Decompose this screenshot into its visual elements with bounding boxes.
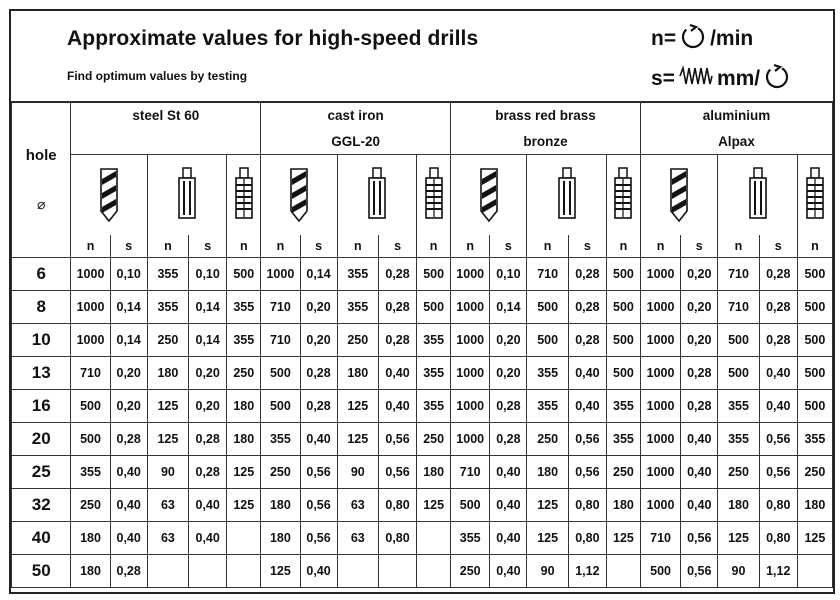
n-value-cell: 355 (71, 456, 110, 489)
s-value-cell: 0,28 (568, 258, 606, 291)
countersink-icon (147, 155, 227, 236)
n-value-cell: 1000 (261, 258, 300, 291)
n-value-cell: 355 (417, 390, 451, 423)
s-column-label: s (189, 235, 227, 258)
material-row-1 (12, 102, 833, 129)
table-row (12, 291, 833, 324)
material-brass: brass red brass (451, 102, 641, 129)
n-value-cell: 63 (337, 522, 378, 555)
n-column-label: n (71, 235, 110, 258)
s-value-cell: 0,40 (759, 357, 797, 390)
n-value-cell: 125 (147, 423, 188, 456)
n-value-cell: 1000 (640, 258, 680, 291)
hole-diameter: 13 (12, 357, 71, 390)
s-value-cell: 0,28 (378, 291, 416, 324)
hole-diameter: 20 (12, 423, 71, 456)
s-value-cell: 0,28 (568, 324, 606, 357)
n-value-cell: 250 (718, 456, 759, 489)
n-value-cell: 1000 (640, 324, 680, 357)
n-value-cell: 180 (718, 489, 759, 522)
rotation-icon (680, 23, 706, 55)
n-value-cell: 500 (71, 390, 110, 423)
s-value-cell: 0,14 (490, 291, 527, 324)
s-column-label: s (300, 235, 337, 258)
n-value-cell: 180 (797, 489, 832, 522)
s-value-cell: 0,80 (378, 522, 416, 555)
tap-icon (797, 155, 832, 236)
countersink-icon (718, 155, 798, 236)
s-value-cell: 0,40 (568, 357, 606, 390)
s-value-cell: 0,40 (759, 390, 797, 423)
n-value-cell: 500 (417, 291, 451, 324)
s-value-cell: 0,56 (681, 522, 718, 555)
s-value-cell: 0,56 (681, 555, 718, 588)
s-value-cell: 0,28 (681, 390, 718, 423)
s-value-cell: 0,40 (378, 390, 416, 423)
n-s-label-row (12, 235, 833, 258)
twist-drill-icon (451, 155, 527, 236)
table-row (12, 357, 833, 390)
rotation-icon (764, 63, 790, 95)
n-value-cell: 125 (337, 423, 378, 456)
n-column-label: n (527, 235, 568, 258)
s-value-cell: 0,28 (378, 324, 416, 357)
n-value-cell: 500 (261, 390, 300, 423)
n-value-cell: 355 (451, 522, 490, 555)
n-value-cell: 125 (261, 555, 300, 588)
s-value-cell: 0,20 (300, 291, 337, 324)
page-title: Approximate values for high-speed drills (67, 27, 479, 50)
n-value-cell: 250 (527, 423, 568, 456)
n-value-cell: 710 (718, 291, 759, 324)
hole-diameter: 16 (12, 390, 71, 423)
hole-diameter: 40 (12, 522, 71, 555)
n-value-cell: 1000 (640, 423, 680, 456)
s-value-cell: 0,28 (189, 423, 227, 456)
s-value-cell: 0,40 (681, 423, 718, 456)
n-value-cell: 1000 (640, 357, 680, 390)
n-value-cell: 710 (261, 291, 300, 324)
n-value-cell (606, 555, 640, 588)
s-value-cell: 0,40 (490, 456, 527, 489)
n-value-cell: 500 (797, 324, 832, 357)
s-value-cell: 0,14 (300, 258, 337, 291)
s-value-cell: 0,20 (681, 258, 718, 291)
n-value-cell: 710 (718, 258, 759, 291)
n-value-cell: 180 (147, 357, 188, 390)
s-value-cell: 0,40 (681, 489, 718, 522)
s-value-cell: 0,56 (378, 423, 416, 456)
s-value-cell: 1,12 (568, 555, 606, 588)
n-value-cell: 180 (417, 456, 451, 489)
n-value-cell: 710 (451, 456, 490, 489)
s-value-cell: 1,12 (759, 555, 797, 588)
n-column-label: n (227, 235, 261, 258)
hole-diameter: 6 (12, 258, 71, 291)
s-value-cell: 0,80 (759, 522, 797, 555)
hole-diameter: 32 (12, 489, 71, 522)
drill-values-table (11, 101, 833, 588)
n-value-cell: 125 (337, 390, 378, 423)
s-value-cell: 0,80 (759, 489, 797, 522)
n-value-cell: 500 (797, 258, 832, 291)
n-value-cell: 1000 (640, 489, 680, 522)
n-value-cell: 500 (640, 555, 680, 588)
n-value-cell: 500 (527, 291, 568, 324)
s-value-cell: 0,40 (189, 489, 227, 522)
n-value-cell: 1000 (71, 258, 110, 291)
subtitle: Find optimum values by testing (67, 69, 248, 83)
n-value-cell: 500 (797, 357, 832, 390)
n-value-cell: 90 (527, 555, 568, 588)
formula-n-lhs: n= (651, 27, 677, 50)
n-value-cell: 1000 (640, 291, 680, 324)
n-value-cell: 125 (417, 489, 451, 522)
s-value-cell: 0,28 (759, 258, 797, 291)
table-row (12, 456, 833, 489)
n-column-label: n (718, 235, 759, 258)
s-value-cell: 0,40 (300, 555, 337, 588)
n-value-cell: 250 (71, 489, 110, 522)
hole-diameter: 8 (12, 291, 71, 324)
n-value-cell: 180 (337, 357, 378, 390)
hole-header (12, 102, 71, 258)
countersink-icon (337, 155, 417, 236)
n-value-cell: 355 (147, 291, 188, 324)
n-value-cell (337, 555, 378, 588)
n-value-cell: 180 (261, 522, 300, 555)
twist-drill-icon (261, 155, 337, 236)
n-value-cell: 355 (147, 258, 188, 291)
n-value-cell: 500 (718, 357, 759, 390)
material-cast-iron: cast iron (261, 102, 451, 129)
n-value-cell (147, 555, 188, 588)
n-value-cell: 710 (527, 258, 568, 291)
s-value-cell: 0,40 (681, 456, 718, 489)
s-value-cell: 0,28 (490, 390, 527, 423)
n-value-cell: 1000 (451, 390, 490, 423)
n-value-cell: 355 (797, 423, 832, 456)
n-value-cell: 1000 (451, 357, 490, 390)
s-value-cell: 0,20 (189, 390, 227, 423)
formula-s-lhs: s= (651, 67, 675, 90)
n-value-cell: 90 (337, 456, 378, 489)
n-value-cell: 355 (606, 423, 640, 456)
formula-n-unit: /min (710, 27, 754, 50)
n-value-cell: 90 (718, 555, 759, 588)
n-value-cell: 1000 (451, 258, 490, 291)
s-value-cell: 0,56 (759, 456, 797, 489)
n-value-cell: 355 (718, 423, 759, 456)
s-value-cell: 0,28 (110, 423, 147, 456)
n-value-cell (227, 555, 261, 588)
table-row (12, 489, 833, 522)
n-column-label: n (640, 235, 680, 258)
s-value-cell: 0,28 (568, 291, 606, 324)
n-value-cell: 1000 (71, 291, 110, 324)
n-column-label: n (337, 235, 378, 258)
n-value-cell: 125 (718, 522, 759, 555)
spring-feed-icon (679, 64, 713, 94)
s-column-label: s (568, 235, 606, 258)
formula-s (651, 63, 794, 95)
n-value-cell: 180 (71, 522, 110, 555)
n-value-cell: 250 (797, 456, 832, 489)
n-value-cell: 250 (227, 357, 261, 390)
s-value-cell: 0,10 (189, 258, 227, 291)
n-column-label: n (606, 235, 640, 258)
n-value-cell: 500 (261, 357, 300, 390)
n-value-cell: 1000 (451, 324, 490, 357)
n-value-cell: 180 (227, 423, 261, 456)
s-value-cell: 0,14 (110, 291, 147, 324)
table-row (12, 258, 833, 291)
s-value-cell: 0,28 (759, 291, 797, 324)
table-row (12, 324, 833, 357)
n-value-cell: 63 (147, 522, 188, 555)
hole-diameter: 25 (12, 456, 71, 489)
n-value-cell: 355 (337, 258, 378, 291)
twist-drill-icon (71, 155, 147, 236)
s-value-cell: 0,14 (189, 324, 227, 357)
s-value-cell: 0,40 (490, 555, 527, 588)
s-value-cell: 0,56 (378, 456, 416, 489)
tap-icon (227, 155, 261, 236)
n-value-cell: 355 (718, 390, 759, 423)
material-row-2 (12, 128, 833, 155)
table-row (12, 555, 833, 588)
n-value-cell: 500 (227, 258, 261, 291)
n-value-cell: 355 (606, 390, 640, 423)
s-value-cell: 0,20 (681, 291, 718, 324)
s-value-cell: 0,28 (189, 456, 227, 489)
n-value-cell: 250 (451, 555, 490, 588)
s-value-cell: 0,40 (300, 423, 337, 456)
s-value-cell: 0,28 (490, 423, 527, 456)
formula-s-unit: mm/ (716, 67, 761, 90)
s-value-cell: 0,28 (300, 357, 337, 390)
n-value-cell: 355 (417, 324, 451, 357)
n-value-cell: 1000 (71, 324, 110, 357)
s-column-label: s (759, 235, 797, 258)
material-cast-iron-sub: GGL-20 (261, 128, 451, 155)
s-value-cell: 0,28 (300, 390, 337, 423)
n-value-cell: 1000 (640, 390, 680, 423)
s-value-cell: 0,80 (568, 522, 606, 555)
s-value-cell: 0,80 (568, 489, 606, 522)
n-value-cell: 355 (261, 423, 300, 456)
s-column-label: s (378, 235, 416, 258)
s-value-cell: 0,40 (189, 522, 227, 555)
n-value-cell: 1000 (640, 456, 680, 489)
material-aluminium-sub: Alpax (640, 128, 832, 155)
n-value-cell: 710 (261, 324, 300, 357)
n-value-cell: 500 (71, 423, 110, 456)
header (11, 11, 833, 103)
n-value-cell (227, 522, 261, 555)
n-column-label: n (797, 235, 832, 258)
n-value-cell: 125 (527, 522, 568, 555)
material-steel: steel St 60 (71, 102, 261, 129)
n-value-cell: 500 (606, 291, 640, 324)
n-value-cell (797, 555, 832, 588)
n-value-cell: 500 (606, 324, 640, 357)
s-value-cell: 0,10 (110, 258, 147, 291)
s-value-cell: 0,40 (378, 357, 416, 390)
formula-n (651, 23, 753, 55)
n-value-cell: 250 (337, 324, 378, 357)
n-value-cell: 250 (417, 423, 451, 456)
n-value-cell: 500 (527, 324, 568, 357)
hole-diameter: 50 (12, 555, 71, 588)
tap-icon (606, 155, 640, 236)
n-value-cell: 180 (71, 555, 110, 588)
n-value-cell: 125 (606, 522, 640, 555)
tool-icon-row (12, 155, 833, 236)
s-value-cell: 0,28 (681, 357, 718, 390)
drill-values-sheet (9, 9, 835, 594)
n-value-cell: 250 (261, 456, 300, 489)
s-value-cell: 0,40 (490, 522, 527, 555)
s-value-cell: 0,56 (300, 489, 337, 522)
s-value-cell: 0,20 (300, 324, 337, 357)
s-value-cell: 0,10 (490, 258, 527, 291)
n-value-cell: 355 (227, 324, 261, 357)
s-value-cell: 0,56 (568, 456, 606, 489)
n-value-cell: 500 (417, 258, 451, 291)
n-value-cell: 355 (417, 357, 451, 390)
n-value-cell: 125 (227, 456, 261, 489)
tap-icon (417, 155, 451, 236)
material-aluminium: aluminium (640, 102, 832, 129)
s-value-cell: 0,28 (378, 258, 416, 291)
hole-diameter: 10 (12, 324, 71, 357)
hole-label: hole (25, 146, 57, 164)
s-value-cell: 0,56 (300, 456, 337, 489)
n-value-cell: 180 (606, 489, 640, 522)
table-row (12, 522, 833, 555)
s-value-cell: 0,20 (110, 390, 147, 423)
table-row (12, 390, 833, 423)
n-value-cell: 125 (527, 489, 568, 522)
s-value-cell: 0,40 (568, 390, 606, 423)
s-value-cell: 0,40 (110, 456, 147, 489)
s-value-cell: 0,14 (189, 291, 227, 324)
n-value-cell (417, 555, 451, 588)
n-value-cell: 1000 (451, 291, 490, 324)
s-value-cell: 0,20 (110, 357, 147, 390)
n-value-cell: 500 (797, 390, 832, 423)
n-value-cell (417, 522, 451, 555)
n-value-cell: 125 (227, 489, 261, 522)
s-value-cell: 0,80 (378, 489, 416, 522)
table-row (12, 423, 833, 456)
n-value-cell: 500 (606, 258, 640, 291)
s-value-cell (378, 555, 416, 588)
n-value-cell: 180 (227, 390, 261, 423)
n-value-cell: 710 (71, 357, 110, 390)
n-column-label: n (417, 235, 451, 258)
n-value-cell: 355 (527, 357, 568, 390)
n-value-cell: 500 (718, 324, 759, 357)
n-value-cell: 1000 (451, 423, 490, 456)
s-value-cell: 0,56 (759, 423, 797, 456)
twist-drill-icon (640, 155, 717, 236)
n-value-cell: 355 (527, 390, 568, 423)
s-column-label: s (110, 235, 147, 258)
s-value-cell (189, 555, 227, 588)
s-value-cell: 0,40 (110, 489, 147, 522)
n-value-cell: 500 (797, 291, 832, 324)
n-value-cell: 355 (227, 291, 261, 324)
n-value-cell: 63 (147, 489, 188, 522)
s-value-cell: 0,56 (568, 423, 606, 456)
n-value-cell: 180 (527, 456, 568, 489)
s-value-cell: 0,56 (300, 522, 337, 555)
n-value-cell: 355 (337, 291, 378, 324)
material-steel-sub (71, 128, 261, 155)
n-value-cell: 250 (606, 456, 640, 489)
n-column-label: n (147, 235, 188, 258)
s-value-cell: 0,40 (490, 489, 527, 522)
n-value-cell: 63 (337, 489, 378, 522)
s-value-cell: 0,20 (189, 357, 227, 390)
n-column-label: n (261, 235, 300, 258)
n-value-cell: 180 (261, 489, 300, 522)
s-value-cell: 0,20 (490, 324, 527, 357)
s-value-cell: 0,40 (110, 522, 147, 555)
s-value-cell: 0,20 (681, 324, 718, 357)
n-value-cell: 500 (451, 489, 490, 522)
s-column-label: s (681, 235, 718, 258)
n-value-cell: 710 (640, 522, 680, 555)
countersink-icon (527, 155, 607, 236)
material-brass-sub: bronze (451, 128, 641, 155)
s-value-cell: 0,28 (759, 324, 797, 357)
s-column-label: s (490, 235, 527, 258)
n-value-cell: 250 (147, 324, 188, 357)
n-column-label: n (451, 235, 490, 258)
diameter-symbol: ⌀ (36, 195, 46, 212)
n-value-cell: 125 (797, 522, 832, 555)
s-value-cell: 0,14 (110, 324, 147, 357)
n-value-cell: 125 (147, 390, 188, 423)
n-value-cell: 500 (606, 357, 640, 390)
n-value-cell: 90 (147, 456, 188, 489)
s-value-cell: 0,28 (110, 555, 147, 588)
s-value-cell: 0,20 (490, 357, 527, 390)
